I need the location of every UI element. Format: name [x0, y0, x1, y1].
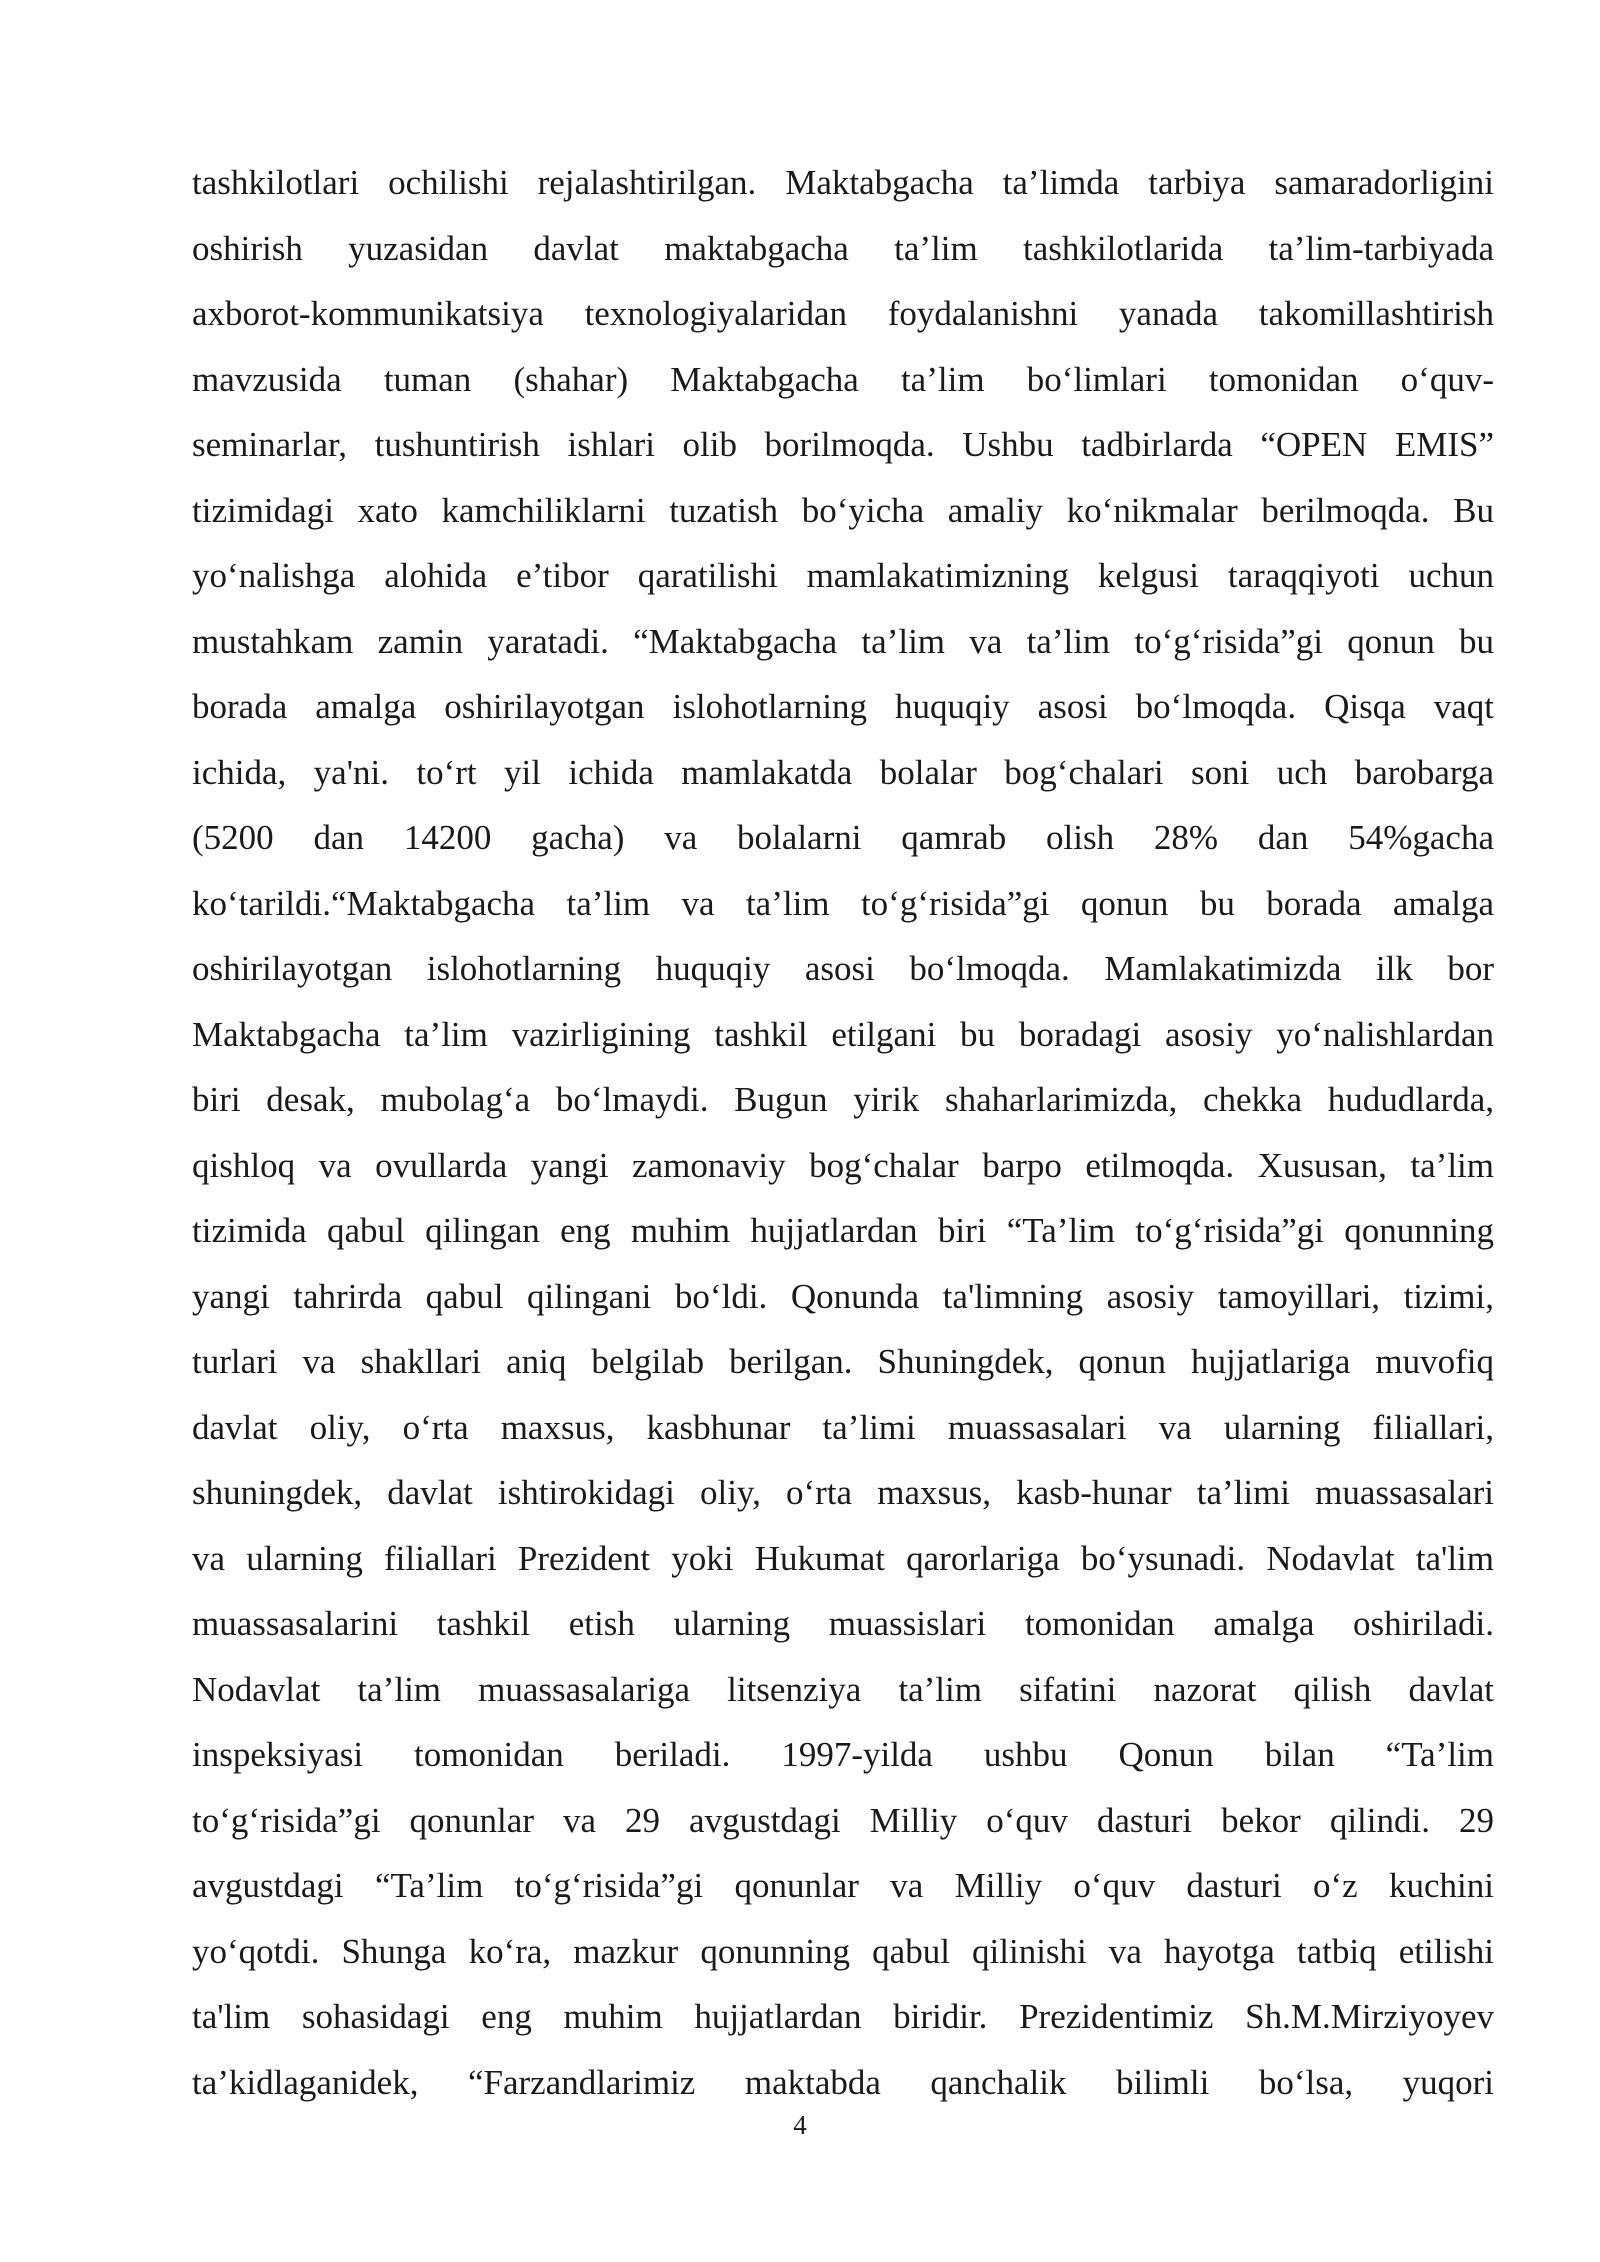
- page-number: 4: [793, 2110, 807, 2140]
- text-line: ichida, ya'ni. to‘rt yil ichida mamlakatda bolalar bog‘chalari soni uch barobarga: [192, 752, 1494, 792]
- text-line: biri desak, mubolag‘a bo‘lmaydi. Bugun yirik shaharlarimizda, chekka hududlarda,: [192, 1080, 1494, 1119]
- text-line: ta'lim sohasidagi eng muhim hujjatlardan biridir. Prezidentimiz Sh.M.Mirziyoyev: [192, 1997, 1494, 2036]
- text-line: ta’kidlaganidek, “Farzandlarimiz maktabda qanchalik bilimli bo‘lsa, yuqori: [192, 2062, 1494, 2102]
- text-line: yangi tahrirda qabul qilingani bo‘ldi. Qonunda ta'limning asosiy tamoyillari, tizimi,: [192, 1276, 1494, 1316]
- text-line: axborot-kommunikatsiya texnologiyalaridan foydalanishni yanada takomillashtirish: [192, 294, 1494, 333]
- body-text: [192, 150, 1494, 2115]
- text-line: qishloq va ovullarda yangi zamonaviy bog‘chalar barpo etilmoqda. Xususan, ta’lim: [192, 1145, 1494, 1185]
- text-line: Maktabgacha ta’lim vazirligining tashkil etilgani bu boradagi asosiy yo‘nalishlardan: [192, 1014, 1494, 1054]
- text-line: tizimida qabul qilingan eng muhim hujjatlardan biri “Ta’lim to‘g‘risida”gi qonunning: [192, 1211, 1494, 1250]
- text-line: davlat oliy, o‘rta maxsus, kasbhunar ta’limi muassasalari va ularning filiallari,: [192, 1407, 1494, 1447]
- text-line: ko‘tarildi.“Maktabgacha ta’lim va ta’lim to‘g‘risida”gi qonun bu borada amalga: [192, 883, 1494, 923]
- text-line: mavzusida tuman (shahar) Maktabgacha ta’lim bo‘limlari tomonidan o‘quv-: [192, 359, 1494, 399]
- text-line: va ularning filiallari Prezident yoki Hukumat qarorlariga bo‘ysunadi. Nodavlat ta'lim: [192, 1538, 1494, 1578]
- text-line: avgustdagi “Ta’lim to‘g‘risida”gi qonunlar va Milliy o‘quv dasturi o‘z kuchini: [192, 1866, 1494, 1905]
- text-line: yo‘qotdi. Shunga ko‘ra, mazkur qonunning qabul qilinishi va hayotga tatbiq etilishi: [192, 1931, 1494, 1971]
- text-line: Nodavlat ta’lim muassasalariga litsenziya ta’lim sifatini nazorat qilish davlat: [192, 1669, 1494, 1709]
- text-line: oshirish yuzasidan davlat maktabgacha ta’lim tashkilotlarida ta’lim-tarbiyada: [192, 228, 1494, 268]
- text-line: shuningdek, davlat ishtirokidagi oliy, o‘rta maxsus, kasb-hunar ta’limi muassasalari: [192, 1473, 1494, 1512]
- text-line: muassasalarini tashkil etish ularning muassislari tomonidan amalga oshiriladi.: [192, 1604, 1494, 1643]
- text-line: borada amalga oshirilayotgan islohotlarning huquqiy asosi bo‘lmoqda. Qisqa vaqt: [192, 687, 1494, 726]
- text-line: (5200 dan 14200 gacha) va bolalarni qamrab olish 28% dan 54%gacha: [192, 818, 1494, 857]
- text-line: inspeksiyasi tomonidan beriladi. 1997-yilda ushbu Qonun bilan “Ta’lim: [192, 1735, 1494, 1774]
- text-line: to‘g‘risida”gi qonunlar va 29 avgustdagi Milliy o‘quv dasturi bekor qilindi. 29: [192, 1800, 1494, 1840]
- text-line: tizimidagi xato kamchiliklarni tuzatish bo‘yicha amaliy ko‘nikmalar berilmoqda. Bu: [192, 490, 1494, 530]
- text-line: seminarlar, tushuntirish ishlari olib borilmoqda. Ushbu tadbirlarda “OPEN EMIS”: [192, 425, 1494, 464]
- text-line: yo‘nalishga alohida e’tibor qaratilishi mamlakatimizning kelgusi taraqqiyoti uchun: [192, 556, 1494, 595]
- text-line: oshirilayotgan islohotlarning huquqiy asosi bo‘lmoqda. Mamlakatimizda ilk bor: [192, 949, 1494, 988]
- text-line: mustahkam zamin yaratadi. “Maktabgacha ta’lim va ta’lim to‘g‘risida”gi qonun bu: [192, 621, 1494, 661]
- text-line: tashkilotlari ochilishi rejalashtirilgan. Maktabgacha ta’limda tarbiya samaradorligini: [192, 163, 1494, 202]
- text-line: turlari va shakllari aniq belgilab berilgan. Shuningdek, qonun hujjatlariga muvofiq: [192, 1342, 1494, 1381]
